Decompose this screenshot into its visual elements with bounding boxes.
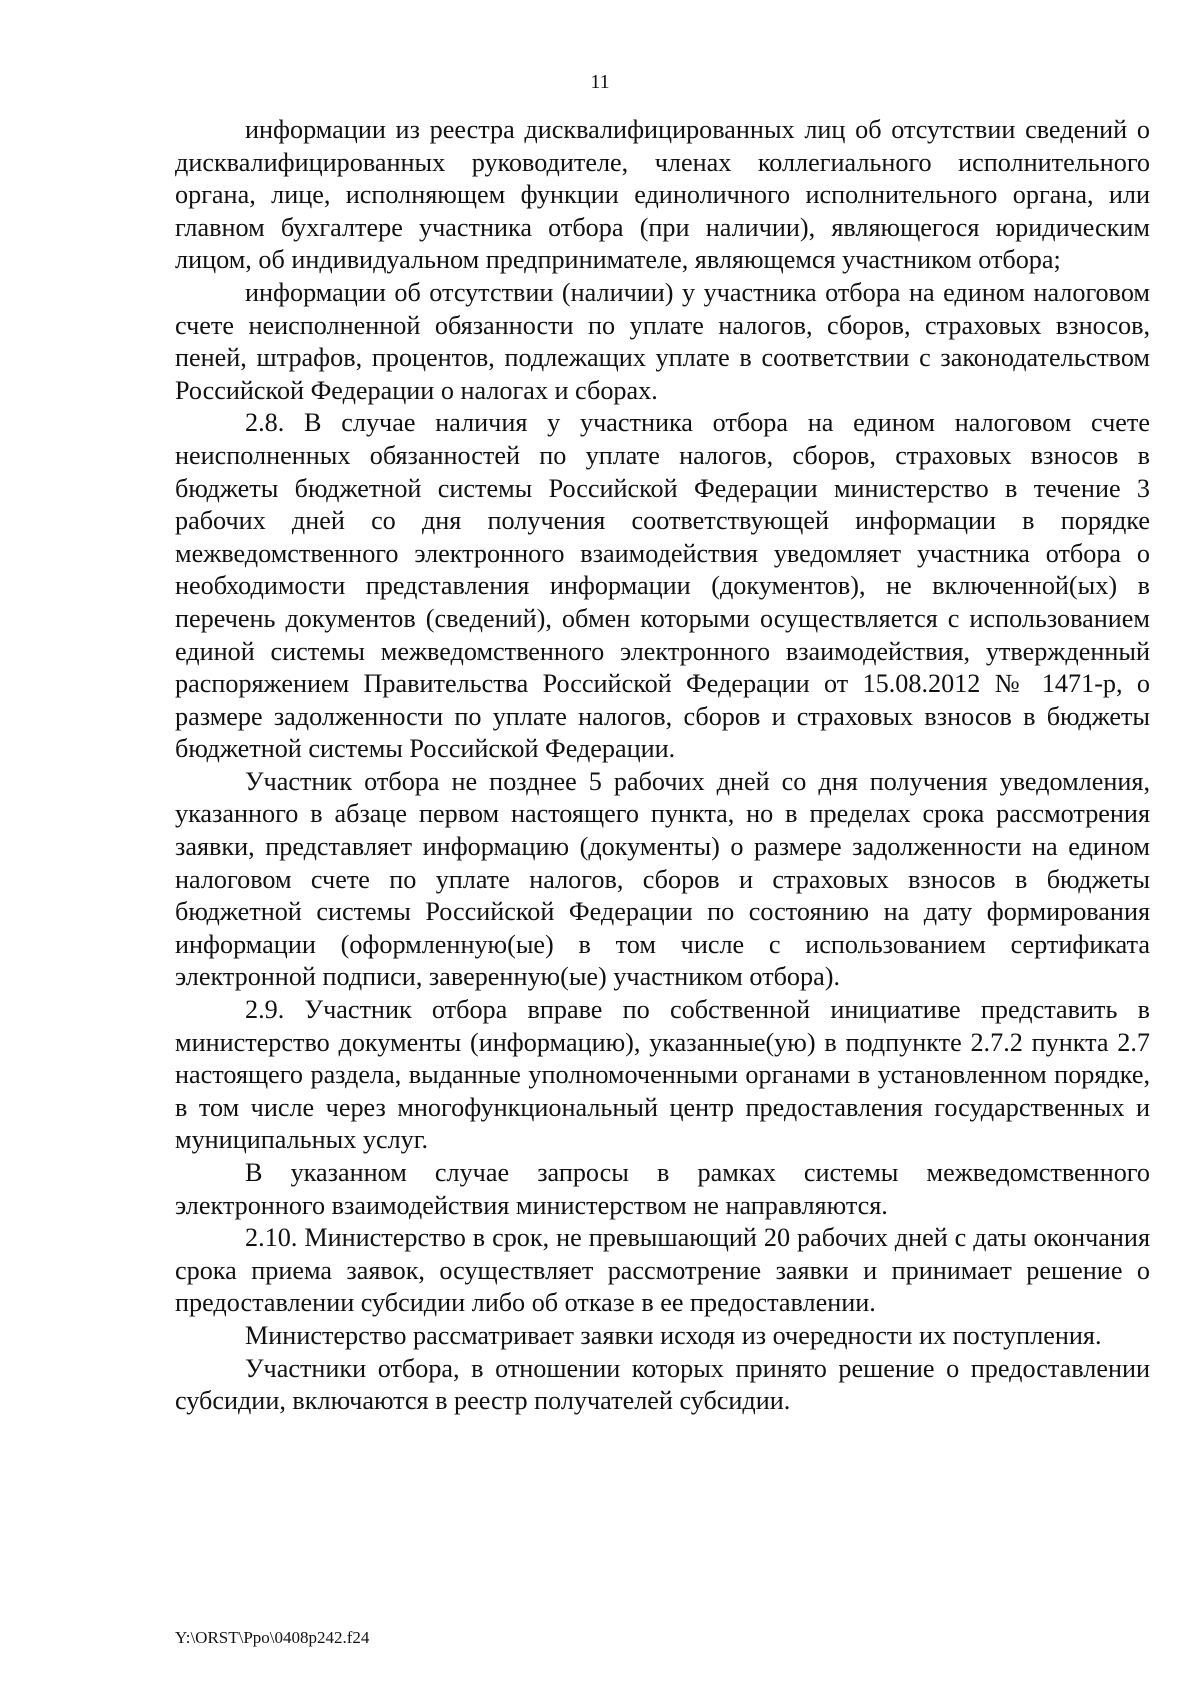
paragraph: 2.9. Участник отбора вправе по собственной инициативе представить в министерство документы (информацию), указанные(ую) в подпункте 2.7.2 пункта 2.7 настоящего раздела, выданные уполномоченными органами в установленном порядке, в том числе через многофункциональный центр предоставления государственных и муниципальных услуг. [175, 995, 1150, 1155]
paragraph: 2.10. Министерство в срок, не превышающий 20 рабочих дней с даты окончания срока приема заявок, осуществляет рассмотрение заявки и принимает решение о предоставлении субсидии либо об отказе в ее предоставлении. [175, 1223, 1150, 1318]
paragraph: 2.8. В случае наличия у участника отбора на едином налоговом счете неисполненных обязанностей по уплате налогов, сборов, страховых взносов в бюджеты бюджетной системы Российской Федерации министерство в течение 3 рабочих дней со дня получения соответствующей информации в порядке межведомственного электронного взаимодействия уведомляет участника отбора о необходимости представления информации (документов), не включенной(ых) в перечень документов (сведений), обмен которыми осуществляется с использованием единой системы межведомственного электронного взаимодействия, утвержденный распоряжением Правительства Российской Федерации от 15.08.2012 № 1471-р, о размере задолженности по уплате налогов, сборов и страховых взносов в бюджеты бюджетной системы Российской Федерации. [175, 408, 1150, 764]
paragraph: Министерство рассматривает заявки исходя из очередности их поступления. [245, 1320, 1102, 1350]
paragraph: Участники отбора, в отношении которых принято решение о предоставлении субсидии, включаются в реестр получателей субсидии. [175, 1353, 1150, 1416]
paragraph: В указанном случае запросы в рамках системы межведомственного электронного взаимодействия министерством не направляются. [175, 1158, 1150, 1220]
footer-file-path: Y:\ORST\Ppo\0408p242.f24 [175, 1628, 370, 1647]
document-body [175, 114, 1150, 1418]
paragraph: информации из реестра дисквалифицированных лиц об отсутствии сведений о дисквалифицированных руководителе, членах коллегиального исполнительного органа, лице, исполняющем функции единоличного исполнительного органа, или главном бухгалтере участника отбора (при наличии), являющегося юридическим лицом, об индивидуальном предпринимателе, являющемся участником отбора; [175, 115, 1150, 275]
page-number: 11 [590, 71, 610, 93]
paragraph: Участник отбора не позднее 5 рабочих дней со дня получения уведомления, указанного в абзаце первом настоящего пункта, но в пределах срока рассмотрения заявки, представляет информацию (документы) о размере задолженности на едином налоговом счете по уплате налогов, сборов и страховых взносов в бюджеты бюджетной системы Российской Федерации по состоянию на дату формирования информации (оформленную(ые) в том числе с использованием сертификата электронной подписи, заверенную(ые) участником отбора). [175, 766, 1150, 992]
paragraph: информации об отсутствии (наличии) у участника отбора на едином налоговом счете неисполненной обязанности по уплате налогов, сборов, страховых взносов, пеней, штрафов, процентов, подлежащих уплате в соответствии с законодательством Российской Федерации о налогах и сборах. [175, 277, 1150, 405]
